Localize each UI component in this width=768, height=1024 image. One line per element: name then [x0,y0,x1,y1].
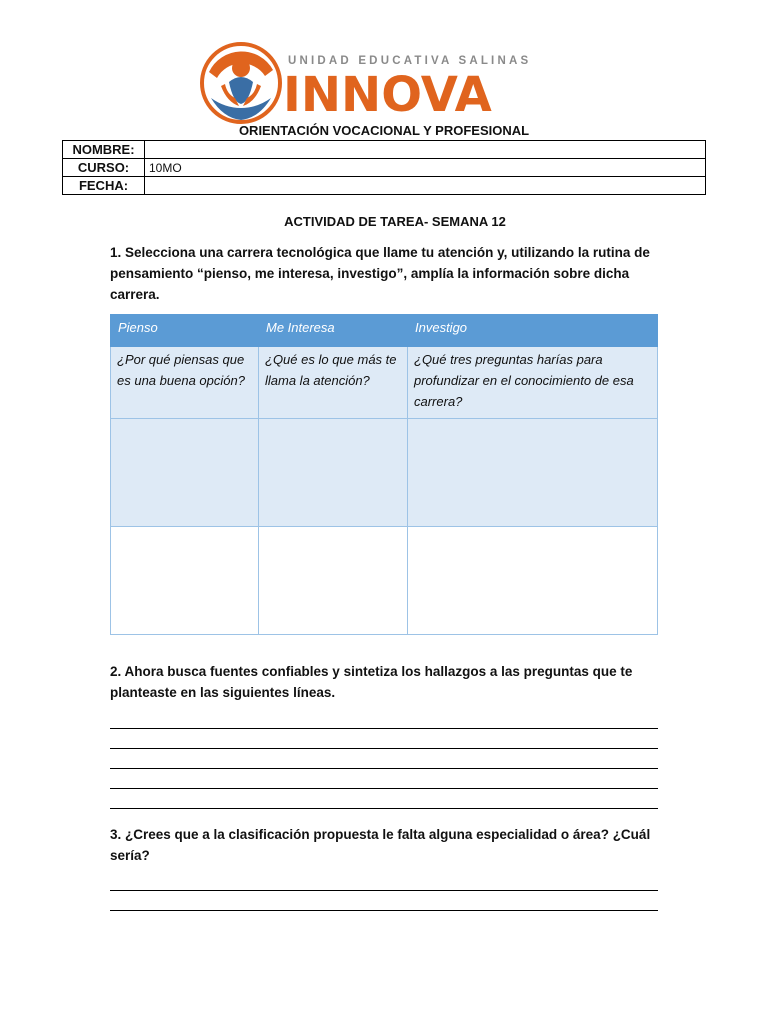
table-row [63,177,706,195]
answer-cell[interactable] [259,419,408,527]
logo-wordmark: INNOVA [283,67,492,123]
question-2: 2. Ahora busca fuentes confiables y sintetiza los hallazgos a las preguntas que te planteaste en las siguientes líneas. [110,664,633,700]
answer-cell[interactable] [408,527,658,635]
name-label: NOMBRE: [63,141,145,159]
table-row [111,527,658,635]
date-value[interactable] [145,177,706,195]
answer-line[interactable] [110,748,658,749]
course-value[interactable]: 10MO [145,159,706,177]
table-row [63,141,706,159]
course-subject-title: ORIENTACIÓN VOCACIONAL Y PROFESIONAL [238,123,530,138]
header-investigo: Investigo [408,315,658,347]
answer-line[interactable] [110,768,658,769]
answer-line[interactable] [110,910,658,911]
question-1: 1. Selecciona una carrera tecnológica que llame tu atención y, utilizando la rutina de pensamiento “pienso, me interesa, investigo”, amplía la información sobre dicha carrera. [110,245,650,302]
table-header-row [111,315,658,347]
name-value[interactable] [145,141,706,159]
answer-cell[interactable] [259,527,408,635]
header-me-interesa: Me Interesa [259,315,408,347]
table-row [111,419,658,527]
logo-subtitle: UNIDAD EDUCATIVA SALINAS [288,55,532,67]
activity-title: ACTIVIDAD DE TAREA- SEMANA 12 [284,214,506,229]
header-pienso: Pienso [111,315,259,347]
prompt-me-interesa: ¿Qué es lo que más te llama la atención? [259,347,408,419]
prompt-pienso: ¿Por qué piensas que es una buena opción? [111,347,259,419]
answer-line[interactable] [110,890,658,891]
answer-line[interactable] [110,808,658,809]
course-label: CURSO: [63,159,145,177]
student-info-table [62,140,706,195]
prompt-investigo: ¿Qué tres preguntas harías para profundizar en el conocimiento de esa carrera? [408,347,658,419]
table-row [63,159,706,177]
answer-cell[interactable] [111,419,259,527]
answer-line[interactable] [110,728,658,729]
date-label: FECHA: [63,177,145,195]
school-logo [199,42,571,124]
answer-line[interactable] [110,788,658,789]
routine-table [110,314,658,635]
answer-cell[interactable] [111,527,259,635]
question-3: 3. ¿Crees que a la clasificación propuesta le falta alguna especialidad o área? ¿Cuál sería? [110,827,651,863]
answer-cell[interactable] [408,419,658,527]
table-row [111,347,658,419]
innova-emblem-icon [199,42,285,124]
